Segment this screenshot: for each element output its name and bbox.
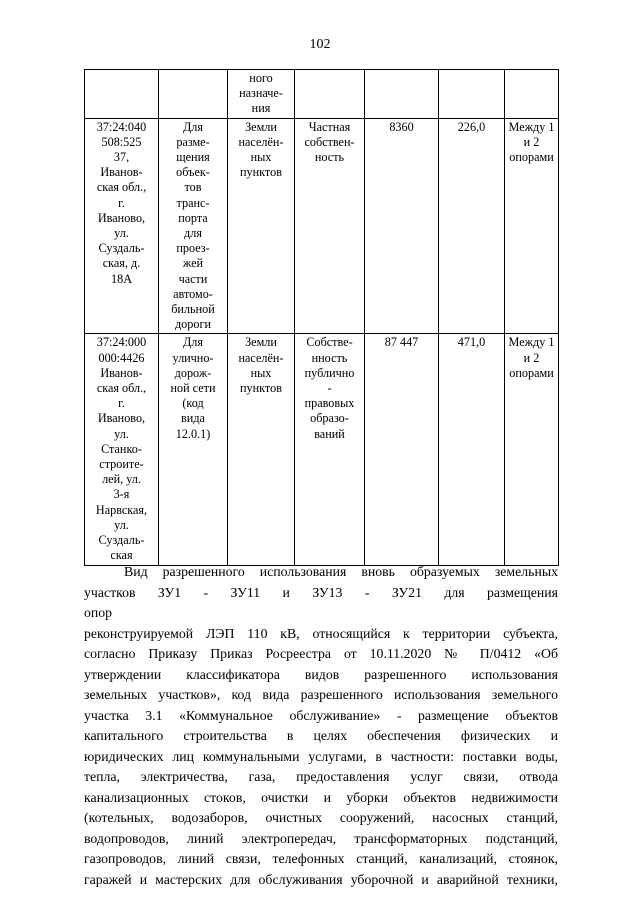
cell-cadastral: 37:24:000 000:4426 Иванов- ская обл., г. Иваново, ул. Станко- строите- лей, ул. 3-я Нарвская, ул. Суздаль- ская (85, 334, 159, 565)
cell-location (505, 70, 559, 119)
cell-value: 87 447 (365, 334, 439, 565)
cell-location: Между 1 и 2 опорами (505, 334, 559, 565)
cell-area: 226,0 (439, 118, 505, 334)
paragraph-line: участков ЗУ1 - ЗУ11 и ЗУ13 - ЗУ21 для размещения опор (84, 584, 558, 620)
page-number: 102 (309, 37, 331, 52)
cell-ownership: Собстве- нность публично - правовых образо- ваний (295, 334, 365, 565)
cell-ownership (295, 70, 365, 119)
cell-purpose: Для улично- дорож- ной сети (код вида 12.0.1) (159, 334, 228, 565)
cell-category: Земли населён- ных пунктов (228, 118, 295, 334)
table-row (85, 118, 559, 334)
paragraph-line: участка 3.1 «Коммунальное обслуживание» - размещение объектов (84, 707, 558, 723)
cell-purpose (159, 70, 228, 119)
paragraph-line: канализационных стоков, очистки и уборки объектов недвижимости (84, 789, 558, 805)
paragraph-line: водопроводов, линий электропередач, трансформаторных подстанций, (84, 830, 558, 846)
paragraph-line: реконструируемой ЛЭП 110 кВ, относящийся к территории субъекта, (84, 625, 558, 641)
land-plot-table (84, 69, 559, 566)
paragraph-line: тепла, электричества, газа, предоставления услуг связи, отвода (84, 769, 558, 784)
cell-cadastral: 37:24:040 508:525 37, Иванов- ская обл., г. Иваново, ул. Суздаль- ская, д. 18А (85, 118, 159, 334)
paragraph-line: гаражей и мастерских для обслуживания уборочной и аварийной техники, (84, 871, 558, 887)
paragraph-line: газопроводов, линий связи, телефонных станций, канализаций, стоянок, (84, 851, 558, 866)
cell-location: Между 1 и 2 опорами (505, 118, 559, 334)
cell-category: ного назначе- ния (228, 70, 295, 119)
paragraph-line: (котельных, водозаборов, очистных сооружений, насосных станций, (84, 810, 558, 825)
table-row (85, 70, 559, 119)
paragraph-line: утверждении классификатора видов разрешенного использования (84, 666, 558, 682)
land-use-paragraph (84, 562, 558, 890)
cell-value (365, 70, 439, 119)
paragraph-line: капитального строительства в целях обеспечения физических и (84, 728, 558, 743)
cell-area (439, 70, 505, 119)
cell-ownership: Частная собствен- ность (295, 118, 365, 334)
paragraph-line: земельных участков», код вида разрешенного использования земельного (84, 687, 558, 702)
cell-area: 471,0 (439, 334, 505, 565)
cell-category: Земли населён- ных пунктов (228, 334, 295, 565)
paragraph-line: согласно Приказу Приказ Росреестра от 10.11.2020 № П/0412 «Об (84, 646, 558, 661)
paragraph-line: юридических лиц коммунальными услугами, в частности: поставки воды, (84, 748, 558, 764)
cell-value: 8360 (365, 118, 439, 334)
cell-purpose: Для разме- щения объек- тов транс- порта для проез- жей части автомо- бильной дороги (159, 118, 228, 334)
table-row (85, 334, 559, 565)
cell-cadastral (85, 70, 159, 119)
paragraph-line: Вид разрешенного использования вновь образуемых земельных (124, 564, 558, 579)
